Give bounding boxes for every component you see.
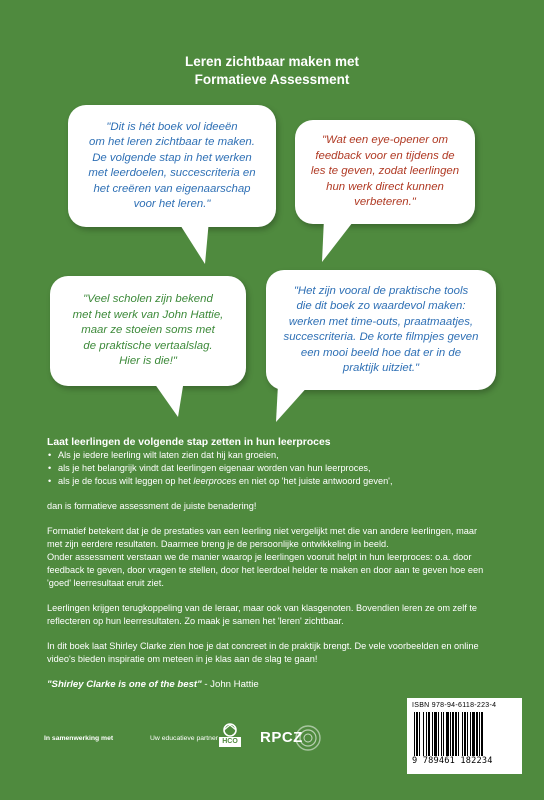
barcode-bar: [481, 712, 483, 756]
paragraph-shirley-clarke: In dit boek laat Shirley Clarke zien hoe je dat concreet in de praktijk brengt. De vele voorbeelden en online video's bieden inspiratie om meteen in je klas aan de slag te gaan!: [47, 641, 479, 664]
quote-bubble-2: [295, 120, 475, 224]
speech-tail-4: [274, 384, 314, 424]
description: [47, 436, 507, 691]
barcode-bar: [450, 712, 451, 756]
paragraph-terugkoppeling: Leerlingen krijgen terugkoppeling van de leraar, maar ook van klasgenoten. Bovendien leren ze om zelf te reflecteren op hun leerresultaten. Zo maak je samen het 'leren' zichtbaar.: [47, 603, 478, 626]
rpcz-logo-text: RPCZ: [260, 729, 303, 746]
barcode-bar: [416, 712, 418, 756]
barcode-bar: [479, 712, 480, 756]
barcode-bar: [455, 712, 457, 756]
quote-bubble-4: [266, 270, 496, 390]
speech-tail-1: [175, 220, 215, 265]
description-heading: Laat leerlingen de volgende stap zetten in hun leerproces: [47, 437, 331, 448]
isbn-digits: 9 789461 182234: [412, 756, 493, 766]
barcode-bar: [419, 712, 420, 756]
speech-tail-2: [318, 218, 358, 263]
list-item: • als je de focus wilt leggen op het leerproces en niet op 'het juiste antwoord geven',: [47, 475, 507, 488]
barcode-bar: [428, 712, 430, 756]
paragraph-formatief: Formatief betekent dat je de prestaties van een leerling niet vergelijkt met die van andere leerlingen, maar met zijn eerdere resultaten. Daarmee breng je de persoonlijke ontwikkeling in beeld. Onder assessment verstaan we de manier waarop je leerlingen vooruit helpt in hun leerproces: o.a. door feedback te geven, door vragen te stellen, door het leerdoel helder te maken en door aan te geven hoe een 'goed' leerresultaat eruit ziet.: [47, 526, 484, 588]
isbn-barcode-box: [407, 698, 522, 774]
barcode-bar: [452, 712, 454, 756]
list-item: • als je het belangrijk vindt dat leerlingen eigenaar worden van hun leerproces,: [47, 462, 507, 475]
barcode-bar: [467, 712, 468, 756]
barcode-bar: [443, 712, 444, 756]
bullet-list: [47, 449, 507, 488]
title-line-2: Formatieve Assessment: [194, 72, 350, 87]
barcode-bar: [476, 712, 478, 756]
conclusion-text: dan is formatieve assessment de juiste benadering!: [47, 501, 257, 511]
hco-logo-text: HCO: [222, 738, 238, 745]
barcode-bar: [462, 712, 463, 756]
barcode-bar: [464, 712, 466, 756]
speech-tail-3: [150, 380, 190, 418]
barcode-bar: [470, 712, 471, 756]
barcode-bar: [414, 712, 415, 756]
partner-label: Uw educatieve partner: [150, 735, 219, 742]
list-item: • Als je iedere leerling wilt laten zien dat hij kan groeien,: [47, 449, 507, 462]
barcode-bar: [472, 712, 475, 756]
quote-text-4: "Het zijn vooral de praktische tools die dit boek zo waardevol maken: werken met time-outs, praatmaatjes, succescriteria. De korte filmpjes geven een mooi beeld hoe dat er in de praktijk uitziet.": [283, 284, 479, 374]
quote-bubble-1: [68, 105, 276, 227]
collaboration-label: In samenwerking met: [44, 735, 114, 742]
barcode-bar: [438, 712, 439, 756]
barcode-bar: [434, 712, 437, 756]
barcode-bar: [458, 712, 459, 756]
quote-text-3: "Veel scholen zijn bekend met het werk van John Hattie, maar ze stoeien soms met de praktische vertaalslag. Hier is die!": [72, 293, 224, 368]
barcode-bar: [446, 712, 449, 756]
quote-text-2: "Wat een eye-opener om feedback voor en tijdens de les te geven, zodat leerlingen hun werk direct kunnen verbeteren.": [310, 134, 460, 209]
title-line-1: Leren zichtbaar maken met: [184, 54, 360, 69]
rpcz-logo: [260, 724, 330, 752]
endorsement: "Shirley Clarke is one of the best" - John Hattie: [47, 679, 259, 690]
barcode: [412, 712, 517, 756]
quote-bubble-3: [50, 276, 246, 386]
barcode-bar: [432, 712, 433, 756]
hco-logo: [218, 722, 242, 748]
barcode-bar: [441, 712, 442, 756]
barcode-bar: [423, 712, 424, 756]
barcode-bar: [426, 712, 427, 756]
quote-text-1: "Dit is hét boek vol ideeën om het leren zichtbaar te maken. De volgende stap in het werken met leerdoelen, succescriteria en het creëren van eigenaarschap voor het leren.": [88, 120, 256, 210]
isbn-label: ISBN 978-94-6118-223-4: [412, 702, 497, 709]
